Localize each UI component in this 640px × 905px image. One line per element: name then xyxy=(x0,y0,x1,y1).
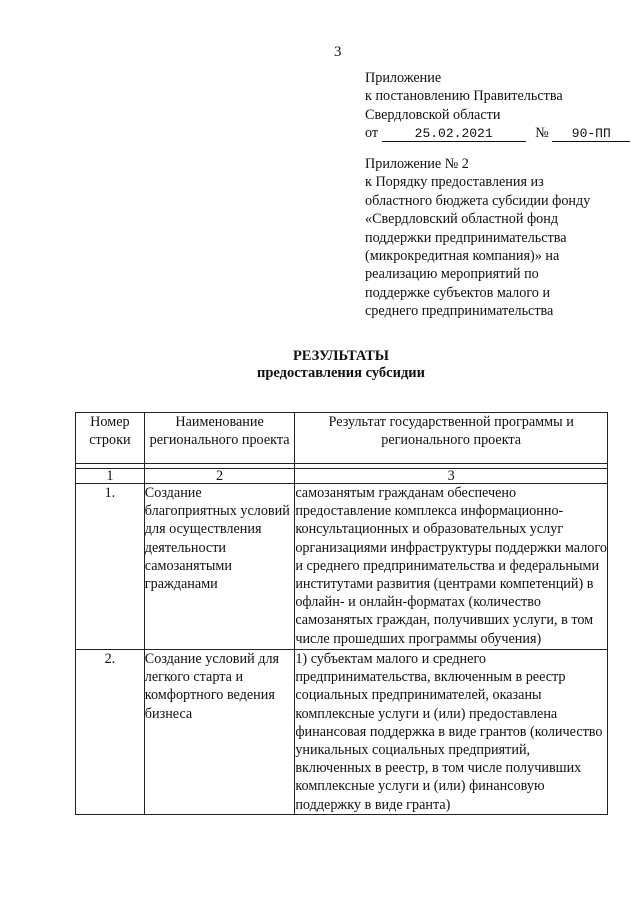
header-row-number: Номер строки xyxy=(76,413,145,464)
appendix-2-header xyxy=(365,155,590,321)
result-text: 1) субъектам малого и среднего предпринимательства, включенным в реестр социальных предпринимателей, оказаны комплексные услуги и (или) предоставлена финансовая поддержка в виде грантов (количество уникальных социальных предприятий, включенных в реестр, в том числе получивших комплексные услуги и (или) финансовую поддержку в виде гранта) xyxy=(295,650,608,815)
resolution-details xyxy=(365,124,630,142)
table-header-row xyxy=(76,413,608,464)
table-row xyxy=(76,650,608,815)
from-label: от xyxy=(365,125,379,142)
appendix-2-line: поддержки предпринимательства xyxy=(365,229,567,246)
appendix-line: Приложение xyxy=(365,70,442,86)
results-table xyxy=(75,412,608,815)
appendix-2-line: областного бюджета субсидии фонду xyxy=(365,192,591,209)
appendix-2-line: «Свердловский областной фонд xyxy=(365,211,559,228)
appendix-2-line: поддержке субъектов малого и xyxy=(365,284,551,301)
appendix-2-line: среднего предпринимательства xyxy=(365,303,554,320)
number-label: № xyxy=(535,125,549,142)
resolution-date: 25.02.2021 xyxy=(382,126,526,142)
resolution-number: 90-ПП xyxy=(552,126,630,142)
appendix-2-line: (микрокредитная компания)» на xyxy=(365,248,560,265)
table-row xyxy=(76,484,608,650)
project-name: Создание условий для легкого старта и комфортного ведения бизнеса xyxy=(144,650,295,815)
document-title: РЕЗУЛЬТАТЫ xyxy=(292,348,390,364)
column-number: 1 xyxy=(76,469,145,484)
appendix-header xyxy=(365,69,630,143)
appendix-2-line: к Порядку предоставления из xyxy=(365,174,544,191)
appendix-2-line: Приложение № 2 xyxy=(365,156,469,172)
appendix-line: Свердловской области xyxy=(365,106,501,123)
project-name: Создание благоприятных условий для осуществления деятельности самозанятыми гражданами xyxy=(144,484,295,650)
header-result: Результат государственной программы и регионального проекта xyxy=(295,413,608,464)
column-number: 2 xyxy=(144,469,295,484)
row-number: 2. xyxy=(76,650,145,815)
column-number: 3 xyxy=(295,469,608,484)
appendix-line: к постановлению Правительства xyxy=(365,88,563,105)
appendix-2-line: реализацию мероприятий по xyxy=(365,266,539,283)
result-text: самозанятым гражданам обеспечено предоставление комплекса информационно-консультационных и образовательных услуг организациями инфраструктуры поддержки малого и среднего предпринимательства и федеральными институтами развития (центрами компетенций) в офлайн- и онлайн-форматах (количество самозанятых граждан, получивших услуги, в том числе прошедших программы обучения) xyxy=(295,484,608,650)
column-numbers-row xyxy=(76,469,608,484)
page-number: 3 xyxy=(334,44,342,60)
document-subtitle: предоставления субсидии xyxy=(256,365,425,381)
header-project-name: Наименование регионального проекта xyxy=(144,413,295,464)
row-number: 1. xyxy=(76,484,145,650)
